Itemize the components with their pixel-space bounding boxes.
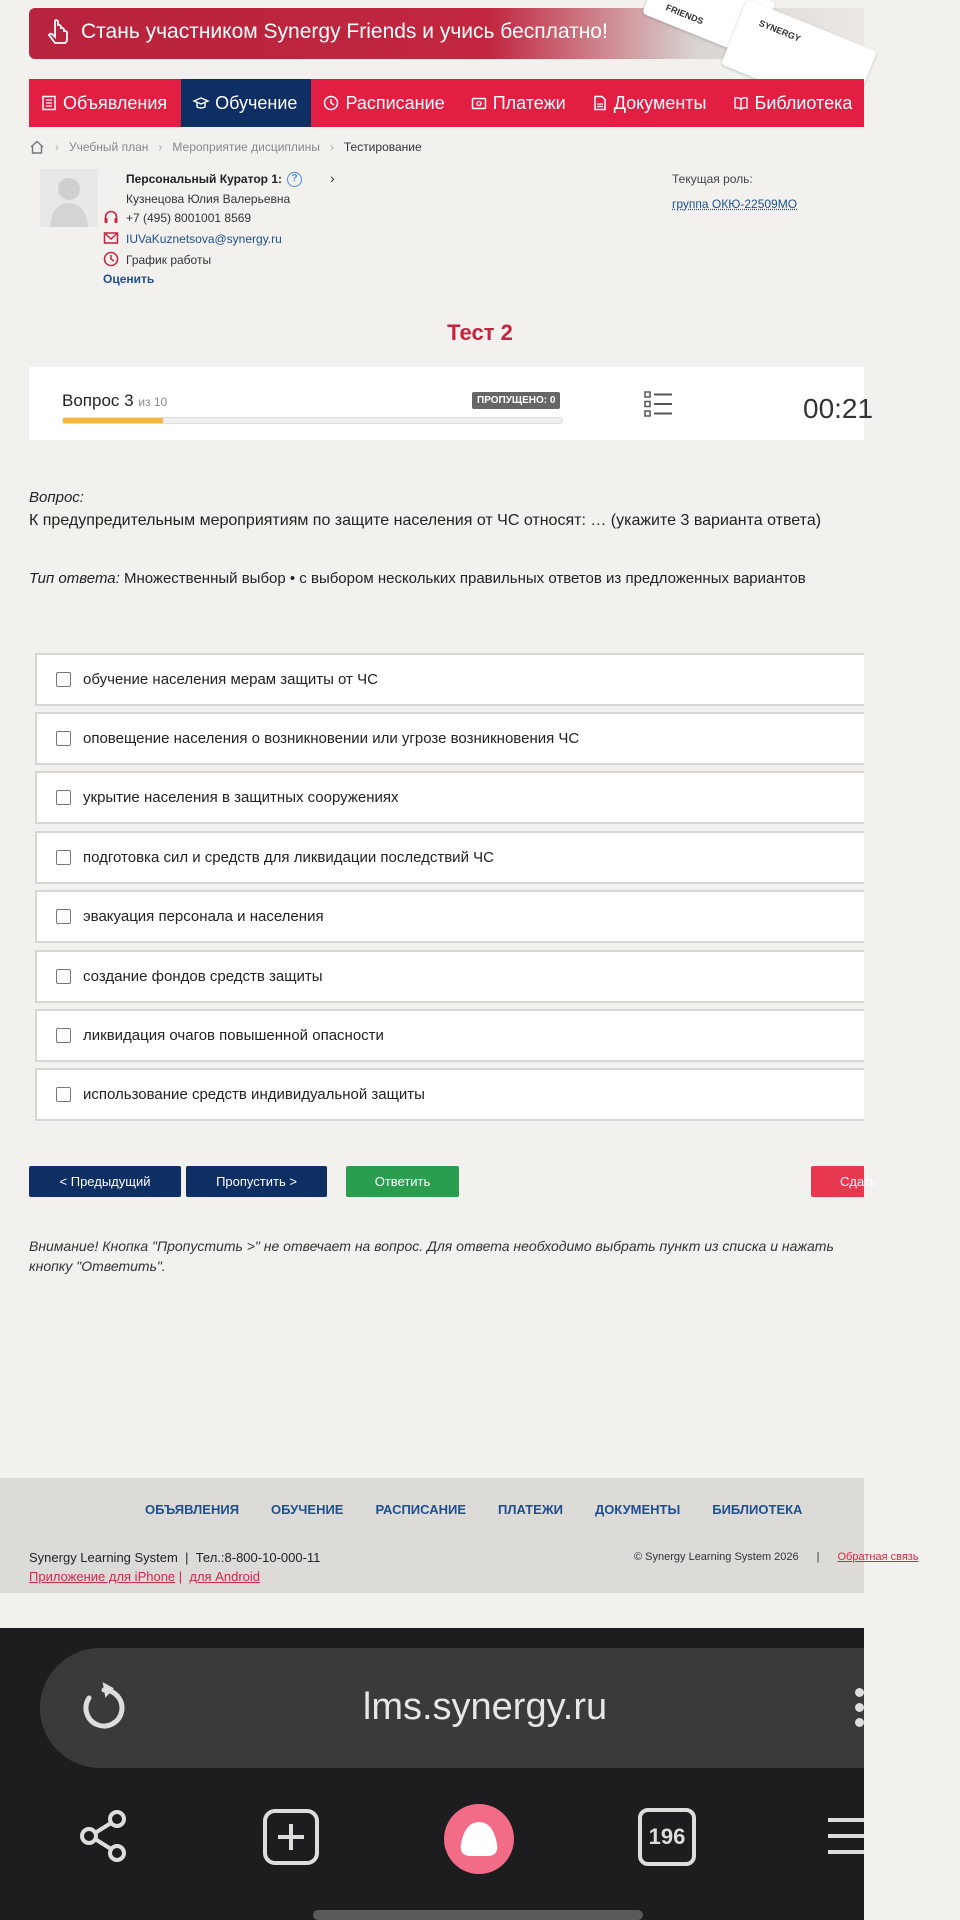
help-icon[interactable]: ?	[287, 172, 302, 187]
footer-link[interactable]: РАСПИСАНИЕ	[375, 1502, 467, 1517]
breadcrumb-item[interactable]: Мероприятие дисциплины	[172, 140, 320, 154]
checkbox[interactable]	[56, 909, 71, 924]
home-icon[interactable]	[29, 140, 45, 154]
submit-button[interactable]: Сдать	[811, 1166, 864, 1197]
question-number: Вопрос 3 из 10	[62, 391, 168, 410]
warning-note: Внимание! Кнопка "Пропустить >" не отвечает на вопрос. Для ответа необходимо выбрать пункт из списка и нажать кнопку "Ответить".	[29, 1238, 834, 1274]
nav-item-label: Библиотека	[754, 92, 853, 113]
url-text: lms.synergy.ru	[362, 1686, 608, 1728]
new-tab-icon[interactable]	[262, 1808, 320, 1866]
share-icon[interactable]	[75, 1808, 131, 1864]
footer-link[interactable]: БИБЛИОТЕКА	[712, 1502, 803, 1517]
curator-title: Персональный Куратор 1: ?	[126, 172, 302, 187]
footer-info: Synergy Learning System | Тел.:8-800-10-000-11	[29, 1550, 321, 1565]
answer-option[interactable]: оповещение населения о возникновении или угрозе возникновения ЧС	[35, 712, 864, 765]
checkbox[interactable]	[56, 790, 71, 805]
nav-item-education[interactable]	[181, 79, 311, 127]
iphone-app-link[interactable]: Приложение для iPhone	[29, 1569, 176, 1584]
chevron-right-icon: ›	[55, 140, 59, 154]
footer-nav	[145, 1502, 802, 1517]
timer: 00:21	[803, 393, 874, 424]
checkbox[interactable]	[56, 969, 71, 984]
footer-link[interactable]: ОБЪЯВЛЕНИЯ	[145, 1502, 240, 1517]
skip-button[interactable]: Пропустить >	[186, 1166, 327, 1197]
promo-banner[interactable]	[29, 2, 864, 59]
breadcrumb-item[interactable]: Учебный план	[69, 140, 149, 154]
graduation-cap-icon	[193, 95, 209, 111]
assistant-icon[interactable]	[444, 1804, 514, 1874]
chevron-right-icon: ›	[329, 140, 334, 154]
question-label: Вопрос:	[29, 489, 84, 506]
hamburger-menu-icon[interactable]	[826, 1808, 864, 1864]
tabs-count-button[interactable]: 196	[638, 1808, 696, 1866]
document-icon	[592, 95, 608, 111]
answer-option[interactable]: укрытие населения в защитных сооружениях	[35, 771, 864, 824]
nav-item-schedule[interactable]	[311, 79, 458, 127]
clock-icon	[103, 251, 119, 267]
skipped-badge: ПРОПУЩЕНО: 0	[472, 392, 560, 409]
copyright: © Synergy Learning System 2026 | Обратная связь	[634, 1551, 919, 1563]
hand-pointer-icon	[43, 19, 73, 49]
nav-item-label: Платежи	[492, 92, 566, 113]
list-icon	[41, 95, 57, 111]
browser-chrome	[0, 1628, 864, 1920]
checkbox[interactable]	[56, 672, 71, 687]
nav-item-announcements[interactable]	[29, 79, 181, 127]
question-text: К предупредительным мероприятиям по защите населения от ЧС относят: … (укажите 3 варианта ответа)	[29, 512, 822, 529]
checkbox[interactable]	[56, 731, 71, 746]
curator-phone: +7 (495) 8001001 8569	[126, 211, 252, 225]
curator-schedule-link[interactable]: График работы	[126, 253, 212, 267]
question-status-panel	[29, 367, 874, 440]
role-label: Текущая роль:	[672, 172, 753, 186]
answer-option[interactable]: ликвидация очагов повышенной опасности	[35, 1009, 864, 1062]
book-icon	[733, 95, 749, 111]
checkbox[interactable]	[56, 850, 71, 865]
banner-card: FRIENDS	[642, 0, 776, 58]
nav-item-label: Обучение	[215, 92, 298, 113]
answer-option[interactable]: создание фондов средств защиты	[35, 950, 864, 1003]
role-group-link[interactable]: группа ОКЮ-22509МО	[672, 197, 798, 211]
footer-link[interactable]: ПЛАТЕЖИ	[498, 1502, 563, 1517]
nav-item-payments[interactable]	[459, 79, 580, 127]
feedback-link[interactable]: Обратная связь	[837, 1551, 919, 1563]
curator-name: Кузнецова Юлия Валерьевна	[126, 192, 291, 206]
curator-email-link[interactable]: IUVaKuznetsova@synergy.ru	[126, 232, 282, 246]
banner-card: SYNERGY	[721, 0, 877, 117]
checkbox[interactable]	[56, 1087, 71, 1102]
more-menu-icon[interactable]	[855, 1688, 864, 1733]
nav-item-label: Объявления	[63, 92, 168, 113]
headset-icon	[103, 209, 119, 225]
footer-link[interactable]: ОБУЧЕНИЕ	[271, 1502, 344, 1517]
nav-item-library[interactable]	[721, 79, 867, 127]
clock-icon	[323, 95, 339, 111]
footer-link[interactable]: ДОКУМЕНТЫ	[594, 1502, 681, 1517]
previous-button[interactable]: < Предыдущий	[29, 1166, 181, 1197]
answer-button[interactable]: Ответить	[346, 1166, 459, 1197]
footer-apps: Приложение для iPhone | для Android	[29, 1569, 261, 1584]
answer-option[interactable]: использование средств индивидуальной защиты	[35, 1068, 864, 1121]
mail-icon	[103, 230, 119, 246]
footer	[0, 1478, 919, 1593]
test-title: Тест 2	[447, 320, 513, 345]
nav-item-documents[interactable]	[580, 79, 721, 127]
answer-option[interactable]: подготовка сил и средств для ликвидации последствий ЧС	[35, 831, 864, 884]
avatar	[40, 169, 98, 227]
wallet-icon	[471, 95, 487, 111]
breadcrumb	[29, 140, 422, 154]
progress-bar	[62, 417, 563, 424]
android-app-link[interactable]: для Android	[189, 1569, 261, 1584]
nav-item-label: Документы	[613, 92, 707, 113]
address-bar[interactable]	[40, 1648, 864, 1768]
checkbox[interactable]	[56, 1028, 71, 1043]
answer-option[interactable]: обучение населения мерам защиты от ЧС	[35, 653, 864, 706]
question-list-icon[interactable]	[644, 389, 674, 419]
home-indicator	[0, 1910, 864, 1920]
answer-option[interactable]: эвакуация персонала и населения	[35, 890, 864, 943]
chevron-right-icon: ›	[158, 140, 163, 154]
main-nav	[29, 79, 864, 127]
rate-link[interactable]: Оценить	[103, 272, 155, 286]
nav-item-label: Расписание	[345, 92, 445, 113]
breadcrumb-current: Тестирование	[343, 140, 422, 154]
progress-fill	[63, 418, 163, 423]
banner-text: Стань участником Synergy Friends и учись бесплатно!	[81, 20, 608, 43]
chevron-right-icon[interactable]: ›	[330, 170, 335, 186]
answer-type: Тип ответа: Множественный выбор • с выбором нескольких правильных ответов из предложенных вариантов	[29, 570, 806, 587]
